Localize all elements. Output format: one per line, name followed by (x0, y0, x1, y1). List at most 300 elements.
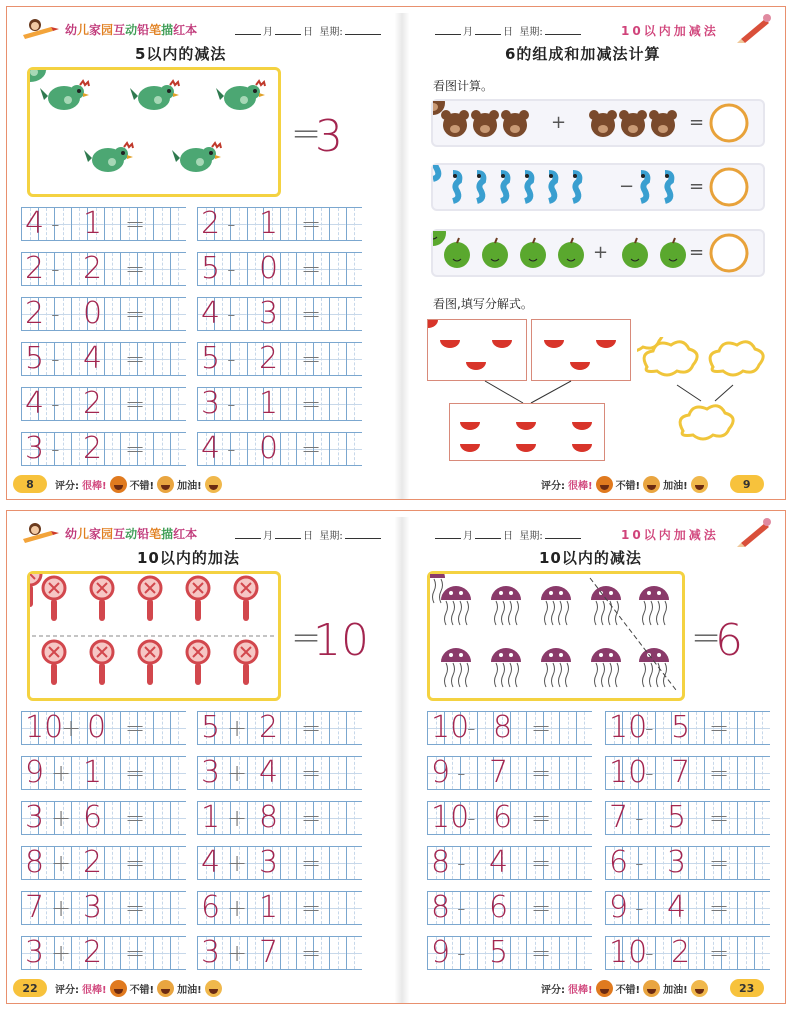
grid-cell[interactable] (280, 711, 297, 745)
grid-cell[interactable] (280, 387, 297, 421)
grid-cell[interactable] (153, 387, 170, 421)
grid-cell[interactable] (754, 801, 771, 835)
operand: 8 (25, 845, 45, 880)
tracing-row[interactable] (427, 711, 592, 745)
score-great-p22: 很棒! (82, 984, 107, 996)
grid-cell[interactable] (655, 756, 672, 790)
brand-char: 互 (113, 526, 126, 541)
cheer-face-icon[interactable] (205, 476, 222, 493)
grid-cell[interactable] (510, 936, 527, 970)
tracing-row[interactable] (197, 891, 362, 925)
brand-char: 园 (101, 22, 114, 37)
grid-cell[interactable] (104, 801, 121, 835)
grid-cell[interactable] (170, 207, 187, 241)
operand: 6 (493, 800, 513, 835)
operand: 10 (431, 710, 470, 745)
tracing-row[interactable] (21, 387, 186, 421)
grid-cell[interactable] (329, 936, 346, 970)
operand: 3 (25, 800, 45, 835)
operator: - (227, 435, 236, 463)
grid-cell[interactable] (346, 432, 363, 466)
tracing-row[interactable] (605, 756, 770, 790)
grid-cell[interactable] (477, 801, 494, 835)
score-label-p23: 评分: (541, 984, 565, 996)
grid-cell[interactable] (346, 207, 363, 241)
cheer-face-icon[interactable] (691, 476, 708, 493)
grid-cell[interactable] (688, 846, 705, 880)
operand: 2 (201, 206, 221, 241)
equals-sign: = (125, 390, 146, 418)
grid-cell[interactable] (280, 432, 297, 466)
grid-cell[interactable] (153, 432, 170, 466)
equals-sign: = (709, 714, 730, 742)
grid-cell[interactable] (280, 936, 297, 970)
brand-title (21, 17, 197, 41)
bird-picture-box (27, 67, 281, 197)
grid-cell[interactable] (170, 252, 187, 286)
grid-cell[interactable] (559, 801, 576, 835)
operator: + (227, 849, 248, 877)
book-gutter-bottom (395, 517, 409, 1003)
score-cheer: 加油! (177, 480, 202, 492)
tracing-row[interactable] (21, 432, 186, 466)
brand-char: 描 (161, 526, 174, 541)
grid-cell[interactable] (688, 891, 705, 925)
grid-cell[interactable] (280, 252, 297, 286)
score-label-p9: 评分: (541, 480, 565, 492)
operator: - (645, 714, 654, 742)
operand: 8 (259, 800, 279, 835)
operand: 4 (259, 755, 279, 790)
grid-cell[interactable] (153, 846, 170, 880)
brand-char: 铅 (137, 22, 150, 37)
operand: 4 (201, 431, 221, 466)
grid-cell[interactable] (346, 342, 363, 376)
operator: + (51, 894, 72, 922)
rattle-illustration (30, 574, 278, 698)
answer-equals: = (291, 113, 322, 154)
month-label-p23: 月 (463, 531, 473, 542)
grid-cell[interactable] (346, 801, 363, 835)
operand: 9 (609, 890, 629, 925)
grid-cell[interactable] (104, 207, 121, 241)
brand-char: 本 (185, 526, 198, 541)
grid-cell[interactable] (754, 846, 771, 880)
operator: - (635, 849, 644, 877)
operator: + (51, 939, 72, 967)
grid-cell[interactable] (170, 297, 187, 331)
jellyfish-picture-box (427, 571, 685, 701)
grid-cell[interactable] (737, 756, 754, 790)
operator: - (635, 894, 644, 922)
operand: 2 (83, 386, 103, 421)
operand: 3 (201, 386, 221, 421)
operand: 5 (489, 935, 509, 970)
jellyfish-illustration (430, 574, 682, 698)
grid-cell[interactable] (170, 891, 187, 925)
operand: 4 (83, 341, 103, 376)
brand-char: 笔 (149, 526, 162, 541)
operator: - (227, 210, 236, 238)
operand: 7 (671, 755, 691, 790)
grid-cell[interactable] (576, 936, 593, 970)
brand-char: 幼 (65, 526, 78, 541)
tracing-row[interactable] (605, 936, 770, 970)
great-face-icon[interactable] (110, 476, 127, 493)
score-good-p23: 不错! (615, 984, 641, 996)
brand-char: 幼 (65, 22, 78, 37)
grid-cell[interactable] (104, 297, 121, 331)
operator: + (227, 939, 248, 967)
operand: 1 (83, 755, 103, 790)
equals-sign: = (125, 300, 146, 328)
grid-cell[interactable] (153, 756, 170, 790)
operator: - (51, 210, 60, 238)
brand-char: 动 (125, 22, 138, 37)
grid-cell[interactable] (104, 252, 121, 286)
grid-cell[interactable] (170, 756, 187, 790)
operand: 0 (87, 710, 107, 745)
tracing-row[interactable] (427, 846, 592, 880)
grid-cell[interactable] (576, 846, 593, 880)
good-face-icon[interactable] (643, 980, 660, 997)
score-good-p22: 不错! (129, 984, 155, 996)
grid-cell[interactable] (329, 297, 346, 331)
brand-char: 园 (101, 526, 114, 541)
good-face-icon[interactable] (157, 980, 174, 997)
grid-cell[interactable] (559, 891, 576, 925)
tracing-row[interactable] (197, 252, 362, 286)
grid-cell[interactable] (329, 387, 346, 421)
grid-cell[interactable] (280, 801, 297, 835)
grid-cell[interactable] (559, 936, 576, 970)
grid-cell[interactable] (329, 252, 346, 286)
grid-cell[interactable] (280, 342, 297, 376)
operand: 2 (25, 251, 45, 286)
answer-value-p23: 6 (715, 615, 743, 666)
equals-sign: = (125, 894, 146, 922)
tracing-row[interactable] (427, 891, 592, 925)
bear-row-art (433, 101, 763, 145)
tracing-row[interactable] (197, 342, 362, 376)
row1-operator: + (551, 112, 567, 133)
operator: - (51, 300, 60, 328)
date-line (233, 23, 383, 38)
cheer-face-icon[interactable] (691, 980, 708, 997)
brand-char: 本 (185, 22, 198, 37)
tracing-row[interactable] (605, 891, 770, 925)
operator: - (457, 939, 466, 967)
grid-cell[interactable] (170, 432, 187, 466)
cloud-answer-icon (637, 337, 767, 447)
score-bar-p22 (55, 980, 222, 997)
day-label-p9: 日 (503, 27, 513, 38)
equals-sign: = (531, 759, 552, 787)
grid-cell[interactable] (346, 846, 363, 880)
tomato-box-right (531, 319, 631, 381)
tracing-row[interactable] (605, 801, 770, 835)
grid-cell[interactable] (655, 936, 672, 970)
grid-cell[interactable] (346, 252, 363, 286)
score-great-p23: 很棒! (568, 984, 593, 996)
grid-cell[interactable] (510, 846, 527, 880)
grid-cell[interactable] (510, 891, 527, 925)
grid-cell[interactable] (559, 846, 576, 880)
operator: + (51, 849, 72, 877)
month-label-p22: 月 (263, 531, 273, 542)
grid-cell[interactable] (104, 342, 121, 376)
score-good-p9: 不错! (615, 480, 641, 492)
grid-cell[interactable] (280, 756, 297, 790)
operator: - (645, 759, 654, 787)
grid-cell[interactable] (170, 936, 187, 970)
bottom-spread (6, 510, 786, 1004)
operand: 2 (259, 341, 279, 376)
grid-cell[interactable] (329, 207, 346, 241)
grid-cell[interactable] (477, 711, 494, 745)
grid-cell[interactable] (559, 756, 576, 790)
tracing-row[interactable] (197, 387, 362, 421)
grid-cell[interactable] (153, 342, 170, 376)
great-face-icon[interactable] (596, 476, 613, 493)
operand: 4 (489, 845, 509, 880)
operand: 4 (25, 206, 45, 241)
tracing-row[interactable] (605, 711, 770, 745)
grid-cell[interactable] (329, 756, 346, 790)
equals-sign: = (301, 714, 322, 742)
operand: 3 (259, 845, 279, 880)
month-label-p9: 月 (463, 27, 473, 38)
top-spread (6, 6, 786, 500)
tracing-row[interactable] (197, 432, 362, 466)
cheer-face-icon[interactable] (205, 980, 222, 997)
operand: 4 (201, 296, 221, 331)
operand: 5 (201, 341, 221, 376)
grid-cell[interactable] (346, 297, 363, 331)
grid-cell[interactable] (280, 891, 297, 925)
grid-cell[interactable] (153, 207, 170, 241)
equals-sign: = (301, 435, 322, 463)
equals-sign: = (301, 894, 322, 922)
grid-cell[interactable] (576, 891, 593, 925)
grid-cell[interactable] (576, 711, 593, 745)
tracing-row[interactable] (197, 936, 362, 970)
grid-cell[interactable] (737, 711, 754, 745)
grid-cell[interactable] (329, 342, 346, 376)
operand: 3 (201, 935, 221, 970)
grid-cell[interactable] (688, 801, 705, 835)
grid-cell[interactable] (510, 756, 527, 790)
grid-cell[interactable] (754, 756, 771, 790)
good-face-icon[interactable] (643, 476, 660, 493)
equals-sign: = (531, 849, 552, 877)
grid-cell[interactable] (104, 432, 121, 466)
pencil-icon (737, 13, 773, 43)
grid-cell[interactable] (737, 891, 754, 925)
operand: 3 (25, 431, 45, 466)
operand: 9 (431, 935, 451, 970)
page-number-p9: 9 (730, 475, 764, 493)
operand: 10 (431, 800, 470, 835)
grid-cell[interactable] (576, 756, 593, 790)
operand: 9 (25, 755, 45, 790)
tracing-row[interactable] (197, 801, 362, 835)
tracing-row[interactable] (605, 846, 770, 880)
operand: 10 (609, 755, 648, 790)
grid-cell[interactable] (329, 711, 346, 745)
tracing-row[interactable] (197, 846, 362, 880)
tracing-row[interactable] (197, 297, 362, 331)
tracing-row[interactable] (197, 207, 362, 241)
score-cheer-p22: 加油! (177, 984, 202, 996)
score-bar-p9 (541, 476, 708, 493)
answer-circle-icon (711, 105, 747, 141)
grid-cell[interactable] (104, 756, 121, 790)
operator: - (51, 255, 60, 283)
grid-cell[interactable] (153, 252, 170, 286)
grid-cell[interactable] (170, 801, 187, 835)
grid-cell[interactable] (576, 801, 593, 835)
operand: 10 (609, 935, 648, 970)
brand-title-bottom (21, 521, 197, 545)
grid-cell[interactable] (153, 711, 170, 745)
grid-cell[interactable] (170, 342, 187, 376)
grid-cell[interactable] (754, 936, 771, 970)
tracing-row[interactable] (21, 756, 186, 790)
tracing-row[interactable] (21, 297, 186, 331)
grid-cell[interactable] (346, 891, 363, 925)
operand: 5 (25, 341, 45, 376)
grid-cell[interactable] (280, 207, 297, 241)
grid-cell[interactable] (346, 936, 363, 970)
score-bar (55, 476, 222, 493)
operator: + (227, 759, 248, 787)
grid-cell[interactable] (329, 432, 346, 466)
operator: - (457, 759, 466, 787)
operand: 2 (83, 935, 103, 970)
tracing-row[interactable] (21, 252, 186, 286)
operand: 3 (83, 890, 103, 925)
tracing-row[interactable] (197, 711, 362, 745)
weekday-label: 星期: (319, 27, 343, 38)
operator: + (227, 714, 248, 742)
brand-char: 红 (173, 22, 186, 37)
operator: - (457, 849, 466, 877)
grid-cell[interactable] (153, 936, 170, 970)
seahorse-row (431, 163, 765, 211)
equals-sign: = (301, 300, 322, 328)
answer-equals-p22: = (291, 617, 322, 658)
grid-cell[interactable] (104, 387, 121, 421)
day-label: 日 (303, 27, 313, 38)
grid-cell[interactable] (170, 711, 187, 745)
row3-equals: = (689, 242, 705, 263)
score-cheer-p9: 加油! (663, 480, 688, 492)
grid-cell[interactable] (329, 846, 346, 880)
equals-sign: = (301, 849, 322, 877)
grid-cell[interactable] (559, 711, 576, 745)
operand: 4 (667, 890, 687, 925)
operand: 6 (489, 890, 509, 925)
operand: 1 (83, 206, 103, 241)
operand: 3 (25, 935, 45, 970)
grid-cell[interactable] (104, 891, 121, 925)
brand-char: 儿 (77, 22, 90, 37)
operand: 5 (667, 800, 687, 835)
grid-cell[interactable] (329, 801, 346, 835)
grid-cell[interactable] (170, 846, 187, 880)
good-face-icon[interactable] (157, 476, 174, 493)
weekday-label-p23: 星期: (519, 531, 543, 542)
page8-footer (13, 473, 222, 495)
great-face-icon[interactable] (110, 980, 127, 997)
grid-cell[interactable] (153, 297, 170, 331)
equals-sign: = (125, 714, 146, 742)
operand: 7 (609, 800, 629, 835)
operand: 3 (201, 755, 221, 790)
operand: 4 (25, 386, 45, 421)
equals-sign: = (301, 390, 322, 418)
series-title-p23: 10以内加减法 (621, 528, 719, 542)
equals-sign: = (709, 939, 730, 967)
brand-char: 描 (161, 22, 174, 37)
grid-cell[interactable] (153, 891, 170, 925)
tracing-row[interactable] (427, 756, 592, 790)
grid-cell[interactable] (655, 711, 672, 745)
grid-cell[interactable] (104, 846, 121, 880)
score-great-p9: 很棒! (568, 480, 593, 492)
page-title: 5以内的减法 (135, 45, 227, 63)
equals-sign: = (301, 939, 322, 967)
tracing-row[interactable] (21, 936, 186, 970)
equals-sign: = (709, 894, 730, 922)
tracing-row[interactable] (21, 801, 186, 835)
tracing-row[interactable] (21, 711, 186, 745)
tracing-row[interactable] (427, 936, 592, 970)
series-title: 10以内加减法 (621, 24, 719, 38)
operand: 7 (259, 935, 279, 970)
tracing-row[interactable] (427, 801, 592, 835)
grid-cell[interactable] (754, 711, 771, 745)
operand: 1 (201, 800, 221, 835)
tracing-row[interactable] (21, 342, 186, 376)
grid-cell[interactable] (346, 711, 363, 745)
grid-cell[interactable] (346, 387, 363, 421)
tracing-row[interactable] (21, 846, 186, 880)
grid-cell[interactable] (280, 846, 297, 880)
page22-title: 10以内的加法 (137, 549, 240, 567)
operand: 3 (667, 845, 687, 880)
grid-cell[interactable] (737, 936, 754, 970)
operand: 2 (671, 935, 691, 970)
grid-cell[interactable] (170, 387, 187, 421)
grid-cell[interactable] (104, 936, 121, 970)
grid-cell[interactable] (737, 801, 754, 835)
tracing-row[interactable] (21, 891, 186, 925)
grid-cell[interactable] (737, 846, 754, 880)
tracing-row[interactable] (197, 756, 362, 790)
operator: - (467, 804, 476, 832)
score-good: 不错! (129, 480, 155, 492)
grid-cell[interactable] (280, 297, 297, 331)
equals-sign: = (125, 804, 146, 832)
grid-cell[interactable] (754, 891, 771, 925)
tracing-row[interactable] (21, 207, 186, 241)
great-face-icon[interactable] (596, 980, 613, 997)
grid-cell[interactable] (329, 891, 346, 925)
grid-cell[interactable] (153, 801, 170, 835)
grid-cell[interactable] (346, 756, 363, 790)
